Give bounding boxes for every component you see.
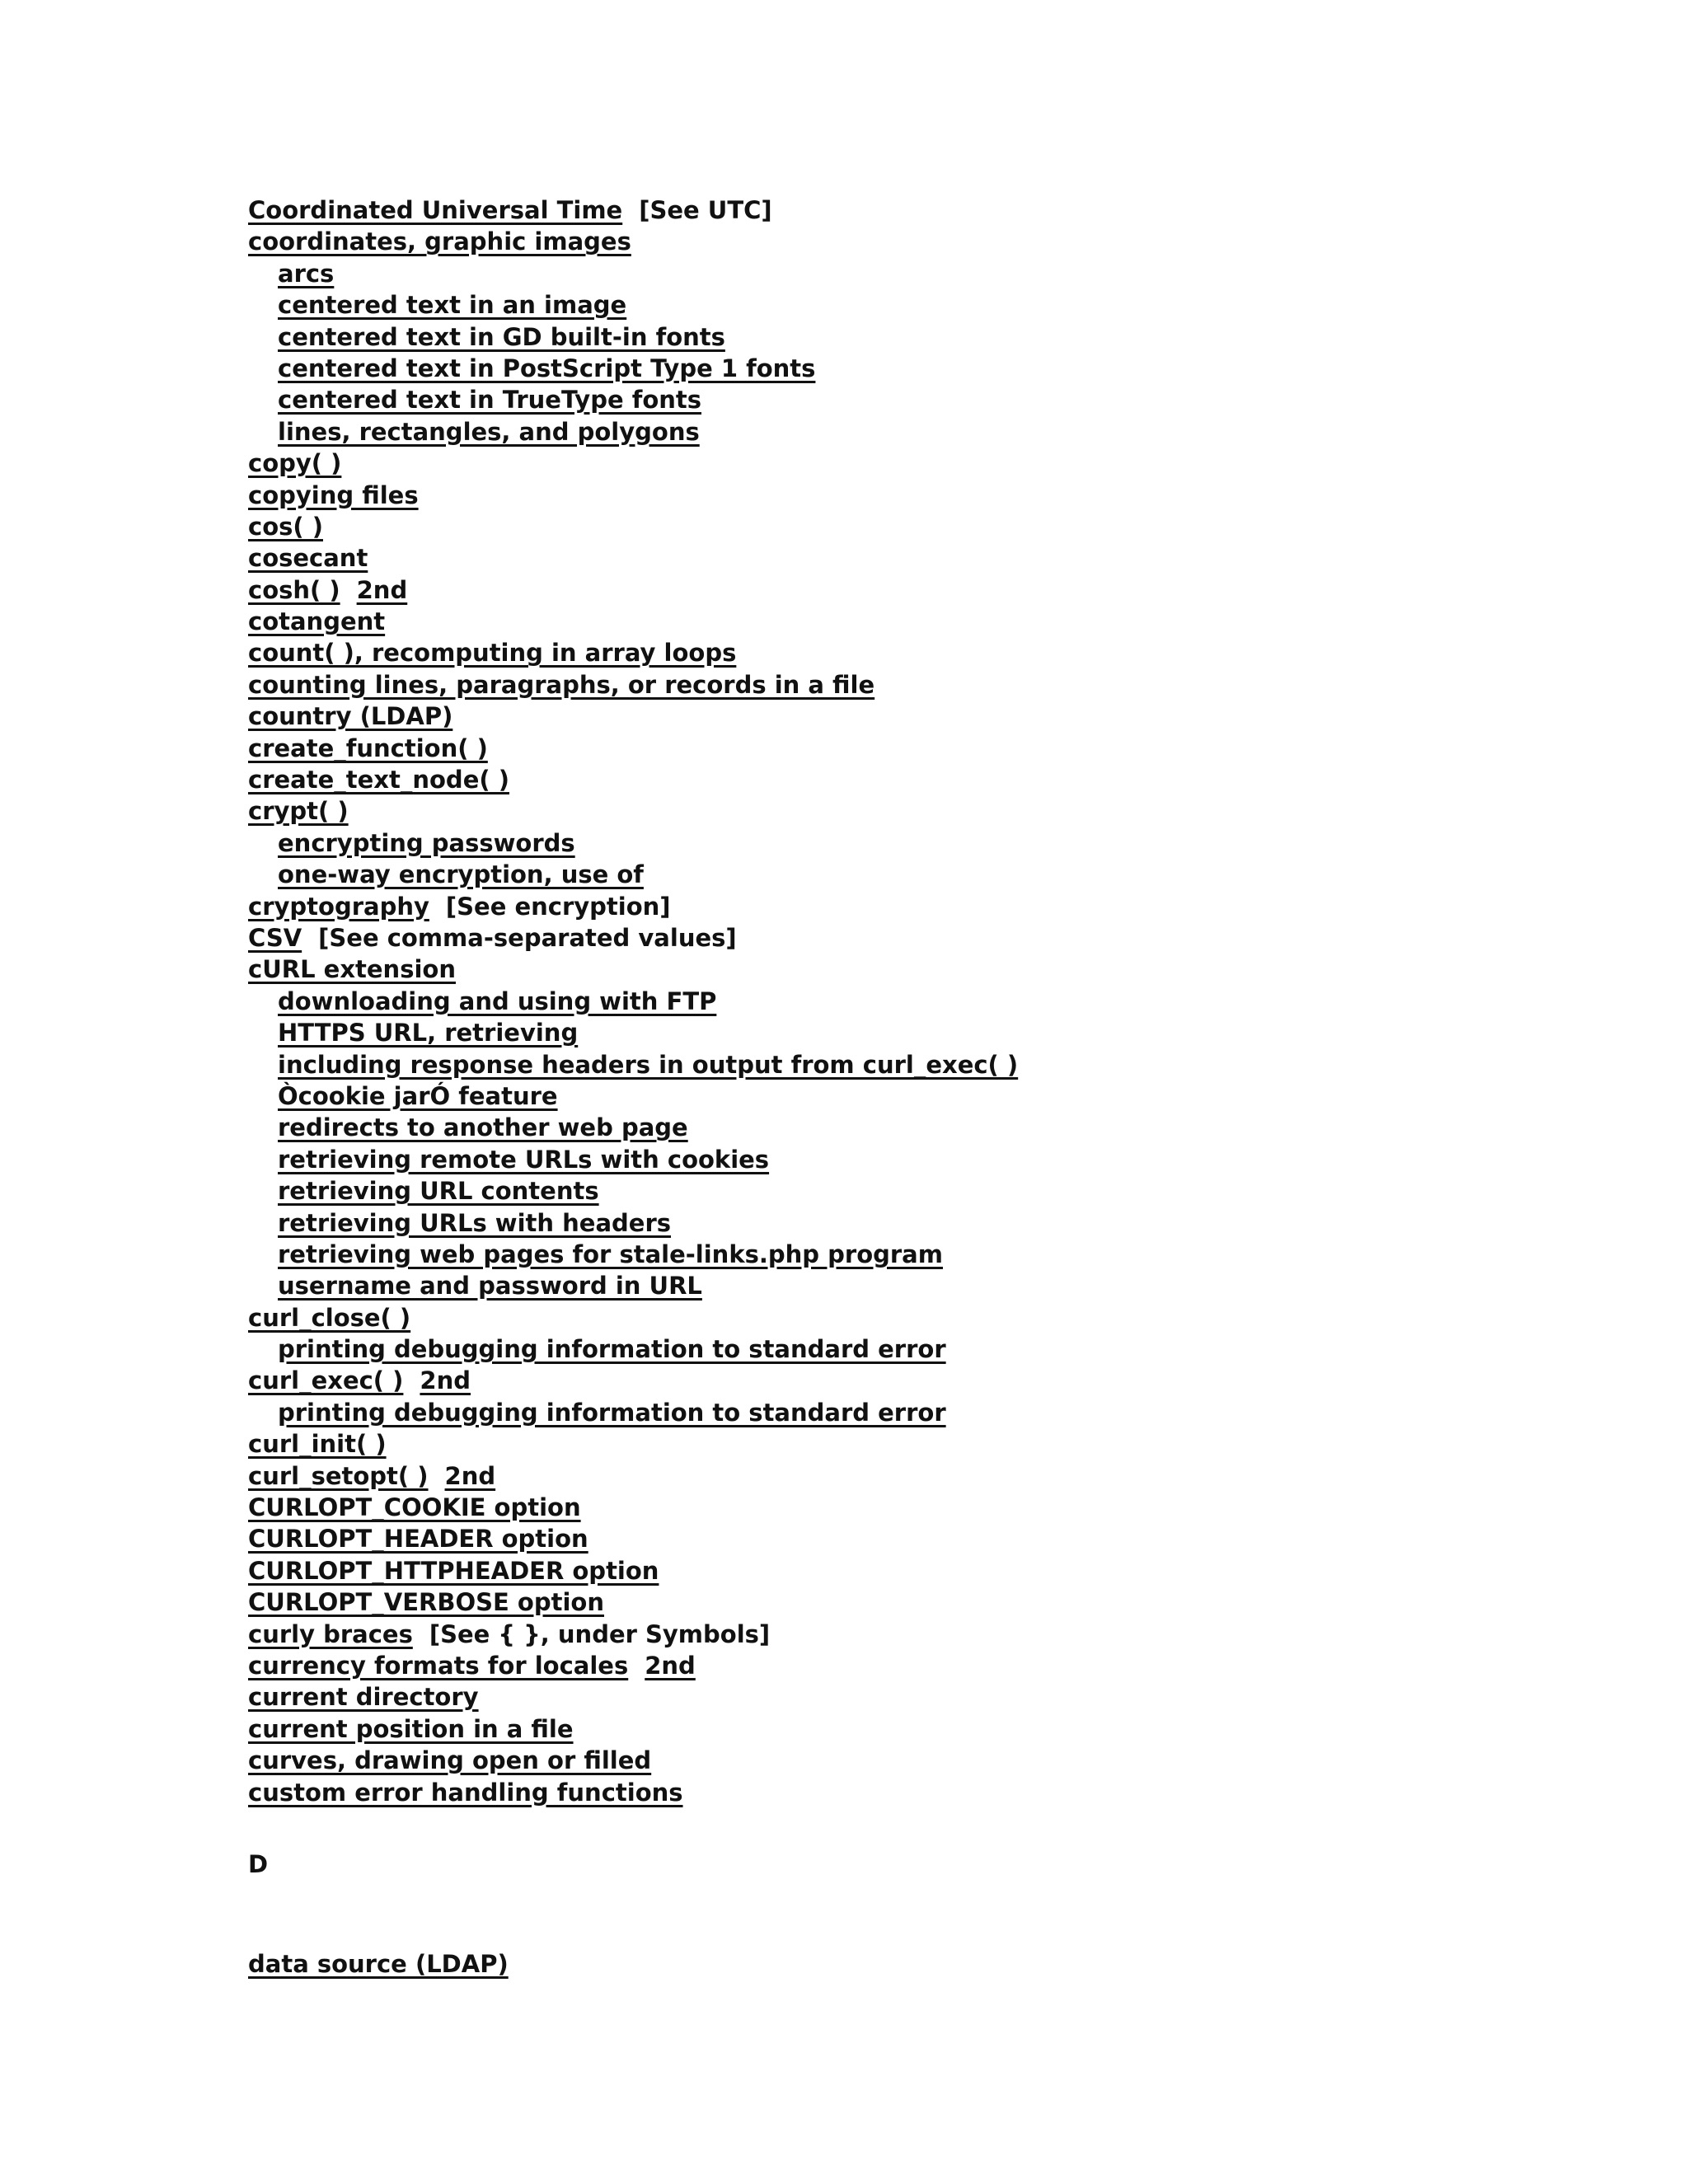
index-entry bbox=[248, 574, 1567, 606]
second-reference-link[interactable]: 2nd bbox=[420, 1366, 471, 1395]
index-entry bbox=[248, 922, 1567, 954]
index-subentry bbox=[248, 289, 1567, 321]
index-entry-link[interactable]: CURLOPT_VERBOSE option bbox=[248, 1588, 604, 1617]
index-entry-link[interactable]: encrypting passwords bbox=[278, 828, 575, 857]
index-entry-link[interactable]: curl_exec( ) bbox=[248, 1366, 404, 1395]
index-entry bbox=[248, 1745, 1567, 1776]
index-entry bbox=[248, 1681, 1567, 1713]
index-entry-link[interactable]: curl_setopt( ) bbox=[248, 1461, 429, 1490]
index-entry-link[interactable]: retrieving URLs with headers bbox=[278, 1208, 672, 1237]
index-entry-link[interactable]: copying files bbox=[248, 480, 419, 509]
index-entry bbox=[248, 511, 1567, 542]
index-entry-link[interactable]: redirects to another web page bbox=[278, 1113, 688, 1142]
index-entry bbox=[248, 1713, 1567, 1745]
index-entry-link[interactable]: copy( ) bbox=[248, 449, 342, 478]
index-subentry bbox=[248, 1333, 1567, 1365]
index-subentry bbox=[248, 1017, 1567, 1048]
index-entry-link[interactable]: centered text in PostScript Type 1 fonts bbox=[278, 354, 816, 382]
index-entry bbox=[248, 733, 1567, 764]
index-entry bbox=[248, 542, 1567, 574]
index-entry-link[interactable]: curl_close( ) bbox=[248, 1303, 411, 1332]
index-entry-link[interactable]: count( ), recomputing in array loops bbox=[248, 639, 737, 668]
index-entry-link[interactable]: current directory bbox=[248, 1683, 479, 1712]
section-heading-d: D bbox=[248, 1850, 269, 1878]
index-subentry bbox=[248, 1207, 1567, 1239]
index-entry-link[interactable]: printing debugging information to standard error bbox=[278, 1335, 946, 1364]
index-entry-link[interactable]: HTTPS URL, retrieving bbox=[278, 1019, 579, 1047]
index-entry-link[interactable]: arcs bbox=[278, 259, 335, 288]
index-entry bbox=[248, 669, 1567, 701]
index-entry-link[interactable]: current position in a file bbox=[248, 1714, 574, 1743]
index-entry-link[interactable]: counting lines, paragraphs, or records in a file bbox=[248, 670, 875, 699]
index-entry-link[interactable]: custom error handling functions bbox=[248, 1778, 683, 1807]
index-entry bbox=[248, 1302, 1567, 1333]
index-subentry bbox=[248, 1049, 1567, 1080]
index-entry bbox=[248, 1428, 1567, 1460]
index-entry bbox=[248, 226, 1567, 257]
index-subentry bbox=[248, 1270, 1567, 1301]
index-entry-link[interactable]: centered text in GD built-in fonts bbox=[278, 322, 725, 351]
index-entry bbox=[248, 448, 1567, 479]
index-entry-link[interactable]: downloading and using with FTP bbox=[278, 987, 717, 1015]
index-subentry bbox=[248, 384, 1567, 415]
index-subentry bbox=[248, 416, 1567, 448]
index-entry bbox=[248, 1619, 1567, 1650]
index-list-d bbox=[248, 1948, 509, 1980]
index-entry-link[interactable]: Coordinated Universal Time bbox=[248, 196, 623, 224]
index-entry bbox=[248, 1365, 1567, 1396]
index-entry bbox=[248, 637, 1567, 668]
index-subentry bbox=[248, 1112, 1567, 1143]
index-entry-link[interactable]: country (LDAP) bbox=[248, 702, 453, 731]
see-reference: [See { }, under Symbols] bbox=[429, 1619, 771, 1648]
index-subentry bbox=[248, 1397, 1567, 1428]
index-entry bbox=[248, 764, 1567, 795]
index-entry bbox=[248, 1586, 1567, 1618]
index-entry bbox=[248, 1523, 1567, 1554]
second-reference-link[interactable]: 2nd bbox=[444, 1461, 496, 1490]
index-subentry bbox=[248, 986, 1567, 1017]
index-entry bbox=[248, 891, 1567, 922]
index-entry bbox=[248, 480, 1567, 511]
second-reference-link[interactable]: 2nd bbox=[356, 575, 408, 604]
index-entry-link[interactable]: retrieving URL contents bbox=[278, 1177, 599, 1206]
index-entry-link[interactable]: coordinates, graphic images bbox=[248, 227, 631, 256]
index-entry-link[interactable]: create_text_node( ) bbox=[248, 766, 509, 794]
index-list bbox=[248, 194, 1567, 1808]
index-subentry bbox=[248, 353, 1567, 384]
index-entry-link[interactable]: printing debugging information to standard error bbox=[278, 1398, 946, 1427]
index-entry-link[interactable]: currency formats for locales bbox=[248, 1651, 629, 1680]
index-entry-link[interactable]: create_function( ) bbox=[248, 733, 488, 762]
index-subentry bbox=[248, 859, 1567, 890]
index-entry-link[interactable]: cosh( ) bbox=[248, 575, 340, 604]
index-entry-link[interactable]: data source (LDAP) bbox=[248, 1950, 509, 1978]
index-entry-link[interactable]: centered text in an image bbox=[278, 291, 627, 320]
index-subentry bbox=[248, 827, 1567, 859]
index-entry bbox=[248, 606, 1567, 637]
index-entry bbox=[248, 194, 1567, 226]
index-entry bbox=[248, 1460, 1567, 1492]
see-reference: [See encryption] bbox=[445, 892, 671, 921]
see-reference: [See UTC] bbox=[639, 196, 772, 224]
index-entry bbox=[248, 1555, 1567, 1586]
index-entry-link[interactable]: cos( ) bbox=[248, 512, 323, 541]
index-subentry bbox=[248, 258, 1567, 289]
index-entry-link[interactable]: CURLOPT_HEADER option bbox=[248, 1525, 588, 1554]
index-entry-link[interactable]: CSV bbox=[248, 923, 302, 952]
index-entry-link[interactable]: lines, rectangles, and polygons bbox=[278, 417, 700, 446]
see-reference: [See comma-separated values] bbox=[318, 923, 737, 952]
index-subentry bbox=[248, 1175, 1567, 1207]
index-entry-link[interactable]: cryptography bbox=[248, 892, 429, 921]
index-entry-link[interactable]: CURLOPT_HTTPHEADER option bbox=[248, 1556, 659, 1585]
index-entry-link[interactable]: curly braces bbox=[248, 1619, 413, 1648]
index-entry bbox=[248, 1650, 1567, 1681]
index-entry-link[interactable]: cosecant bbox=[248, 544, 368, 573]
index-subentry bbox=[248, 1239, 1567, 1270]
index-entry-link[interactable]: cotangent bbox=[248, 607, 386, 636]
index-entry-link[interactable]: curl_init( ) bbox=[248, 1430, 387, 1459]
index-subentry bbox=[248, 321, 1567, 353]
index-entry-link[interactable]: username and password in URL bbox=[278, 1272, 702, 1301]
index-subentry bbox=[248, 1144, 1567, 1175]
index-entry bbox=[248, 1777, 1567, 1808]
index-entry bbox=[248, 1492, 1567, 1523]
index-entry bbox=[248, 954, 1567, 985]
index-entry-link[interactable]: Òcookie jarÓ feature bbox=[278, 1081, 558, 1110]
index-entry-link[interactable]: cURL extension bbox=[248, 955, 456, 984]
index-entry bbox=[248, 1948, 509, 1980]
index-entry-link[interactable]: retrieving remote URLs with cookies bbox=[278, 1145, 770, 1174]
index-entry bbox=[248, 701, 1567, 732]
second-reference-link[interactable]: 2nd bbox=[645, 1651, 696, 1680]
index-entry-link[interactable]: CURLOPT_COOKIE option bbox=[248, 1493, 581, 1522]
index-entry-link[interactable]: centered text in TrueType fonts bbox=[278, 386, 702, 415]
index-entry-link[interactable]: crypt( ) bbox=[248, 797, 349, 826]
index-subentry bbox=[248, 1080, 1567, 1112]
index-entry-link[interactable]: one-way encryption, use of bbox=[278, 860, 644, 889]
index-entry-link[interactable]: curves, drawing open or filled bbox=[248, 1746, 652, 1775]
index-entry bbox=[248, 795, 1567, 827]
index-entry-link[interactable]: including response headers in output from curl_exec( ) bbox=[278, 1050, 1019, 1079]
index-entry-link[interactable]: retrieving web pages for stale-links.php program bbox=[278, 1240, 943, 1268]
